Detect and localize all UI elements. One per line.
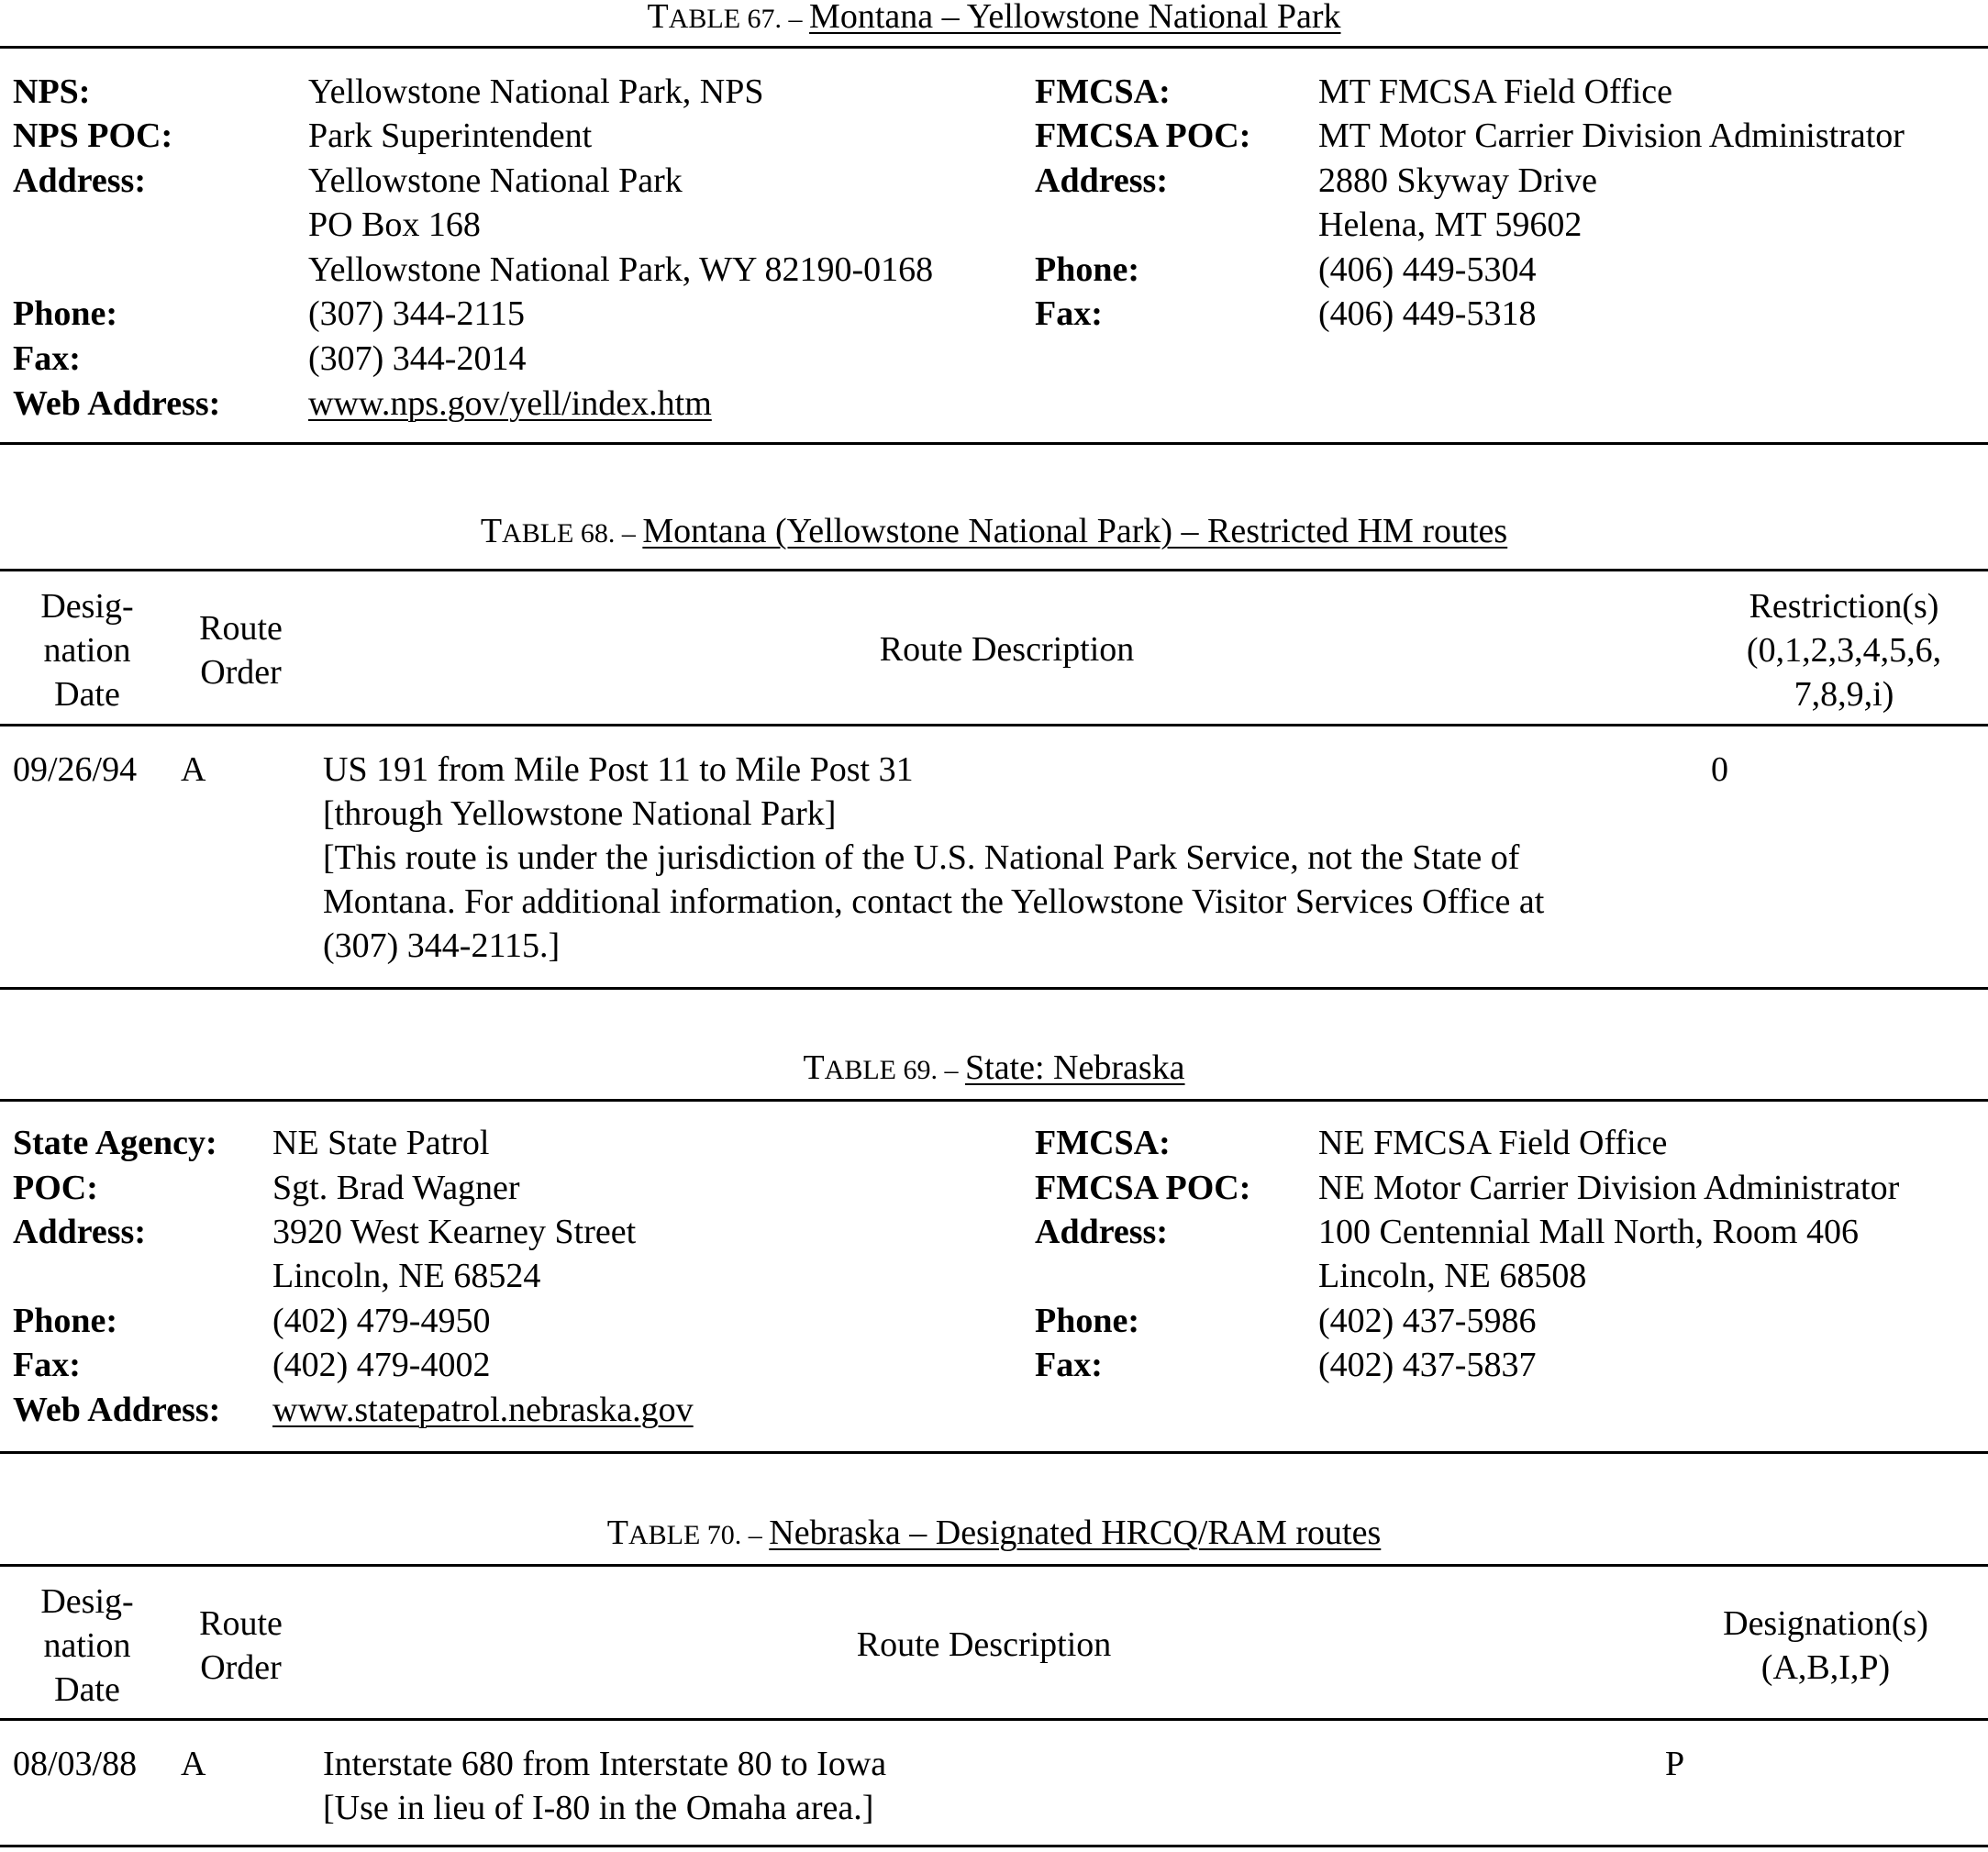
- table-69-caption: TABLE 69. – State: Nebraska: [803, 1048, 1185, 1087]
- t70-header-order: Route Order: [199, 1604, 283, 1687]
- t67-nps-address-line-1: Yellowstone National Park: [308, 161, 683, 200]
- t69-label-fmcsa-fax: Fax:: [1035, 1346, 1103, 1384]
- t69-fmcsa-fax: (402) 437-5837: [1318, 1346, 1537, 1384]
- t68-header-order: Route Order: [199, 609, 283, 692]
- table-70-caption: TABLE 70. – Nebraska – Designated HRCQ/RAM routes: [606, 1514, 1382, 1552]
- table-70-title: Nebraska – Designated HRCQ/RAM routes: [769, 1514, 1382, 1552]
- t67-nps-fax: (307) 344-2014: [308, 339, 527, 378]
- t69-fmcsa-poc: NE Motor Carrier Division Administrator: [1318, 1169, 1900, 1207]
- t70-header-designations: Designation(s) (A,B,I,P): [1723, 1604, 1928, 1687]
- t68-row-description: US 191 from Mile Post 11 to Mile Post 31 [through Yellowstone National Park] [This route is under the jurisdiction of the U.S. National Park Service, not the State of Montana. For additional information, contact the Yellowstone Visitor Services Office at (307) 344-2115.]: [323, 750, 1545, 965]
- t69-fmcsa-address-line-1: 100 Centennial Mall North, Room 406: [1318, 1213, 1859, 1251]
- t68-header-description: Route Description: [879, 630, 1135, 669]
- t69-state-address-line-1: 3920 West Kearney Street: [272, 1213, 637, 1251]
- t69-fmcsa-agency: NE FMCSA Field Office: [1318, 1124, 1668, 1162]
- t67-fmcsa-poc: MT Motor Carrier Division Administrator: [1318, 116, 1905, 155]
- t69-fmcsa-phone: (402) 437-5986: [1318, 1302, 1537, 1340]
- t67-fmcsa-fax: (406) 449-5318: [1318, 294, 1537, 333]
- t67-label-address: Address:: [13, 161, 146, 200]
- t69-fmcsa-address-line-2: Lincoln, NE 68508: [1318, 1257, 1587, 1295]
- table-69-top-rule: [0, 1099, 1988, 1102]
- t69-label-fmcsa: FMCSA:: [1035, 1124, 1171, 1162]
- t70-row-description: Interstate 680 from Interstate 80 to Iowa [Use in lieu of I-80 in the Omaha area.]: [323, 1745, 887, 1827]
- table-69-title: State: Nebraska: [965, 1048, 1185, 1087]
- t67-fmcsa-agency: MT FMCSA Field Office: [1318, 72, 1673, 111]
- t67-label-phone: Phone:: [13, 294, 117, 333]
- t67-fmcsa-address-line-1: 2880 Skyway Drive: [1318, 161, 1597, 200]
- table-67-title: Montana – Yellowstone National Park: [809, 0, 1341, 36]
- t69-state-address-line-2: Lincoln, NE 68524: [272, 1257, 541, 1295]
- t67-label-fmcsa-address: Address:: [1035, 161, 1168, 200]
- t69-label-web: Web Address:: [13, 1391, 221, 1429]
- table-68-header-rule: [0, 724, 1988, 726]
- t69-state-web-link[interactable]: www.statepatrol.nebraska.gov: [272, 1391, 694, 1429]
- t70-header-description: Route Description: [856, 1625, 1112, 1664]
- t69-label-phone: Phone:: [13, 1302, 117, 1340]
- t67-label-fax: Fax:: [13, 339, 81, 378]
- table-68-top-rule: [0, 569, 1988, 571]
- t67-nps-address-line-2: PO Box 168: [308, 205, 481, 244]
- t67-label-fmcsa-poc: FMCSA POC:: [1035, 116, 1251, 155]
- t67-nps-phone: (307) 344-2115: [308, 294, 526, 333]
- t69-state-phone: (402) 479-4950: [272, 1302, 491, 1340]
- t70-header-date: Desig- nation Date: [40, 1582, 134, 1709]
- t67-nps-web-link[interactable]: www.nps.gov/yell/index.htm: [308, 384, 712, 423]
- table-67-top-rule: [0, 46, 1988, 49]
- t67-label-fmcsa-phone: Phone:: [1035, 250, 1139, 289]
- t70-row-designation: P: [1665, 1745, 1685, 1783]
- t69-state-poc: Sgt. Brad Wagner: [272, 1169, 520, 1207]
- t67-fmcsa-address-line-2: Helena, MT 59602: [1318, 205, 1583, 244]
- t69-label-fmcsa-address: Address:: [1035, 1213, 1168, 1251]
- t69-label-fmcsa-phone: Phone:: [1035, 1302, 1139, 1340]
- table-67-bottom-rule: [0, 442, 1988, 445]
- t68-row-restriction: 0: [1711, 750, 1728, 789]
- t69-label-fmcsa-poc: FMCSA POC:: [1035, 1169, 1251, 1207]
- t68-header-restrictions: Restriction(s) (0,1,2,3,4,5,6, 7,8,9,i): [1746, 587, 1942, 714]
- t68-row-date: 09/26/94: [13, 750, 138, 789]
- t70-row-date: 08/03/88: [13, 1745, 138, 1783]
- table-68-bottom-rule: [0, 987, 1988, 990]
- t67-label-fmcsa: FMCSA:: [1035, 72, 1171, 111]
- t69-label-address: Address:: [13, 1213, 146, 1251]
- t67-label-fmcsa-fax: Fax:: [1035, 294, 1103, 333]
- t67-label-nps: NPS:: [13, 72, 91, 111]
- t67-nps-poc: Park Superintendent: [308, 116, 593, 155]
- table-67-caption: TABLE 67. – Montana – Yellowstone National Park: [0, 0, 1988, 41]
- t67-label-web: Web Address:: [13, 384, 221, 423]
- t69-label-poc: POC:: [13, 1169, 98, 1207]
- t68-row-order: A: [181, 750, 206, 789]
- t69-label-fax: Fax:: [13, 1346, 81, 1384]
- t69-label-state-agency: State Agency:: [13, 1124, 217, 1162]
- table-70-top-rule: [0, 1564, 1988, 1567]
- t69-state-fax: (402) 479-4002: [272, 1346, 491, 1384]
- t67-label-nps-poc: NPS POC:: [13, 116, 173, 155]
- table-69-bottom-rule: [0, 1451, 1988, 1454]
- t67-fmcsa-phone: (406) 449-5304: [1318, 250, 1537, 289]
- t69-state-agency: NE State Patrol: [272, 1124, 490, 1162]
- t70-row-order: A: [181, 1745, 206, 1783]
- table-68-caption: TABLE 68. – Montana (Yellowstone National Park) – Restricted HM routes: [480, 512, 1508, 550]
- t67-nps-agency: Yellowstone National Park, NPS: [308, 72, 764, 111]
- table-70-bottom-rule: [0, 1845, 1988, 1847]
- table-70-header-rule: [0, 1718, 1988, 1721]
- t68-header-date: Desig- nation Date: [40, 587, 134, 714]
- t67-nps-address-line-3: Yellowstone National Park, WY 82190-0168: [308, 250, 934, 289]
- table-68-title: Montana (Yellowstone National Park) – Restricted HM routes: [642, 512, 1508, 550]
